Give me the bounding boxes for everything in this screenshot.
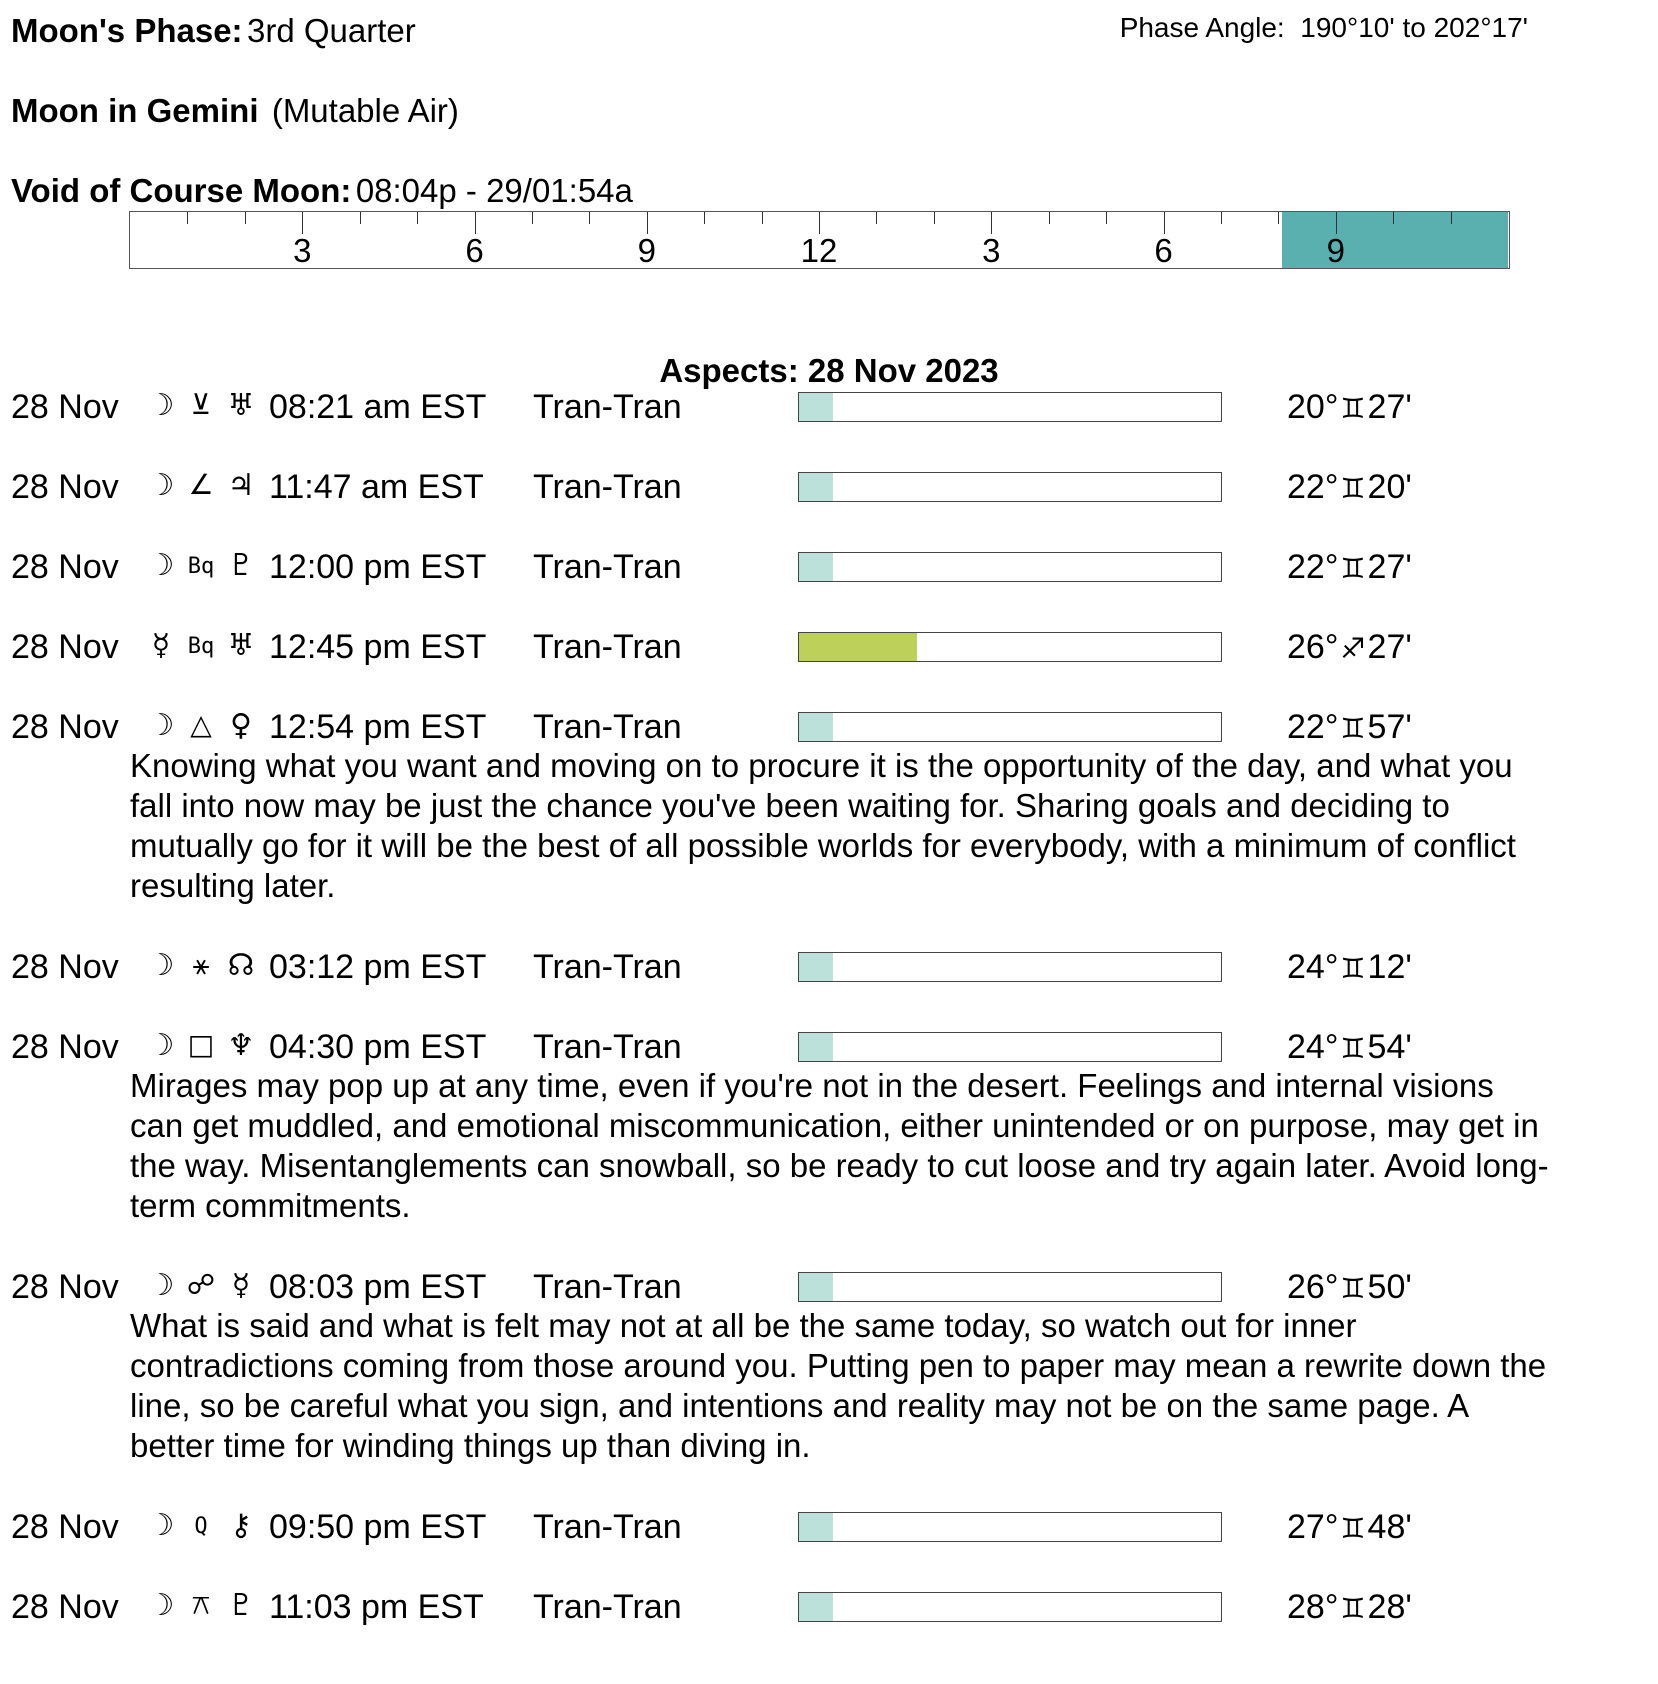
position-minute: 28' [1367, 1588, 1412, 1626]
zodiac-sign-icon: ♊ [1340, 952, 1366, 985]
timeline-hour-label: 12 [800, 232, 838, 269]
aspect-type: Tran-Tran [533, 548, 682, 586]
aspect-type: Tran-Tran [533, 948, 682, 986]
timeline-tick [1221, 212, 1222, 224]
moon-phase-value: 3rd Quarter [247, 12, 416, 49]
timeline-tick [1336, 212, 1337, 234]
aspect-strength-fill [799, 393, 833, 421]
aspect-strength-fill [799, 713, 833, 741]
timeline-hour-label: 6 [465, 232, 484, 269]
zodiac-sign-icon: ♊ [1340, 1512, 1366, 1545]
aspect-position [1287, 548, 1412, 587]
timeline-tick [991, 212, 992, 234]
moon-phase-label: Moon's Phase: [11, 12, 243, 49]
aspect-date: 28 Nov [11, 628, 119, 666]
moon-sign-row [11, 92, 459, 130]
neptune-icon: ♆ [227, 1028, 255, 1063]
timeline-tick [1278, 212, 1279, 224]
zodiac-sign-icon: ♊ [1340, 712, 1366, 745]
zodiac-sign-icon: ♊ [1340, 1272, 1366, 1305]
jupiter-icon: ♃ [227, 468, 255, 503]
timeline-tick [417, 212, 418, 224]
trine-icon: △ [190, 708, 212, 741]
timeline-tick [1049, 212, 1050, 224]
moon-icon: ☽ [147, 948, 175, 983]
position-degree: 26° [1287, 1268, 1339, 1306]
moon-icon: ☽ [147, 468, 175, 503]
timeline-hour-label: 6 [1154, 232, 1173, 269]
aspect-position [1287, 468, 1412, 507]
aspect-date: 28 Nov [11, 708, 119, 746]
aspect-date: 28 Nov [11, 1588, 119, 1626]
aspect-date: 28 Nov [11, 1508, 119, 1546]
zodiac-sign-icon: ♊ [1340, 1032, 1366, 1065]
timeline-hour-label: 3 [982, 232, 1001, 269]
position-minute: 57' [1367, 708, 1412, 746]
quincunx-icon: ⚻ [191, 1588, 211, 1621]
aspect-date: 28 Nov [11, 468, 119, 506]
aspect-time: 08:03 pm EST [269, 1268, 487, 1306]
zodiac-sign-icon: ♊ [1340, 472, 1366, 505]
pluto-icon: ♇ [227, 548, 255, 583]
quintile-icon: Q [194, 1514, 208, 1539]
aspect-strength-bar [798, 1272, 1222, 1302]
aspect-position [1287, 388, 1412, 427]
timeline-tick [532, 212, 533, 224]
position-minute: 50' [1367, 1268, 1412, 1306]
timeline-tick [762, 212, 763, 224]
aspect-type: Tran-Tran [533, 1588, 682, 1626]
position-minute: 27' [1367, 388, 1412, 426]
position-degree: 27° [1287, 1508, 1339, 1546]
aspect-strength-fill [799, 473, 833, 501]
aspect-strength-bar [798, 552, 1222, 582]
timeline-tick [360, 212, 361, 224]
aspect-date: 28 Nov [11, 1028, 119, 1066]
aspect-date: 28 Nov [11, 948, 119, 986]
uranus-icon: ♅ [227, 628, 255, 663]
position-degree: 20° [1287, 388, 1339, 426]
zodiac-sign-icon: ♊ [1340, 392, 1366, 425]
timeline-tick [187, 212, 188, 224]
aspect-strength-bar [798, 1512, 1222, 1542]
aspect-position [1287, 628, 1412, 667]
aspect-strength-bar [798, 1032, 1222, 1062]
void-of-course-fill [1282, 212, 1508, 268]
square-icon: □ [187, 1028, 215, 1061]
uranus-icon: ♅ [227, 388, 255, 423]
aspect-date: 28 Nov [11, 548, 119, 586]
mercury-icon: ☿ [231, 1268, 251, 1303]
sextile-icon: ⚹ [192, 948, 210, 981]
void-of-course-row [11, 172, 633, 210]
timeline-tick [302, 212, 303, 234]
aspect-type: Tran-Tran [533, 388, 682, 426]
moon-icon: ☽ [147, 1508, 175, 1543]
position-minute: 20' [1367, 468, 1412, 506]
aspect-position [1287, 708, 1412, 747]
biquintile-icon: Bq [187, 634, 215, 659]
timeline-hour-label: 9 [1326, 232, 1345, 269]
timeline-tick [934, 212, 935, 224]
zodiac-sign-icon: ♊ [1340, 552, 1366, 585]
position-degree: 22° [1287, 708, 1339, 746]
moon-phase-row [11, 12, 416, 50]
aspect-time: 09:50 pm EST [269, 1508, 487, 1546]
zodiac-sign-icon: ♊ [1340, 1592, 1366, 1625]
phase-angle-value: 190°10' to 202°17' [1300, 12, 1528, 43]
position-minute: 48' [1367, 1508, 1412, 1546]
mercury-icon: ☿ [151, 628, 171, 663]
moon-icon: ☽ [147, 1028, 175, 1063]
position-degree: 22° [1287, 468, 1339, 506]
aspect-position [1287, 1028, 1412, 1067]
venus-icon: ♀ [230, 708, 252, 743]
void-of-course-timeline [129, 211, 1510, 269]
position-minute: 54' [1367, 1028, 1412, 1066]
position-minute: 27' [1367, 548, 1412, 586]
aspect-time: 04:30 pm EST [269, 1028, 487, 1066]
position-degree: 24° [1287, 1028, 1339, 1066]
position-degree: 26° [1287, 628, 1339, 666]
aspect-strength-bar [798, 952, 1222, 982]
timeline-hour-label: 3 [293, 232, 312, 269]
aspect-strength-fill [799, 1593, 833, 1621]
aspect-date: 28 Nov [11, 388, 119, 426]
moon-sign-label: Moon in Gemini [11, 92, 259, 129]
aspect-type: Tran-Tran [533, 468, 682, 506]
aspect-type: Tran-Tran [533, 628, 682, 666]
timeline-tick [1451, 212, 1452, 224]
aspect-strength-bar [798, 632, 1222, 662]
aspect-type: Tran-Tran [533, 1268, 682, 1306]
aspect-time: 12:54 pm EST [269, 708, 487, 746]
aspect-time: 11:47 am EST [269, 468, 484, 506]
biquintile-icon: Bq [187, 554, 215, 579]
aspect-date: 28 Nov [11, 1268, 119, 1306]
aspect-position [1287, 948, 1412, 987]
aspect-time: 12:45 pm EST [269, 628, 487, 666]
opposition-icon: ☍ [186, 1268, 216, 1301]
aspect-position [1287, 1508, 1412, 1547]
position-degree: 28° [1287, 1588, 1339, 1626]
aspect-strength-fill [799, 1033, 833, 1061]
position-minute: 27' [1367, 628, 1412, 666]
moon-icon: ☽ [147, 708, 175, 743]
timeline-tick [589, 212, 590, 224]
aspect-time: 08:21 am EST [269, 388, 487, 426]
aspect-time: 12:00 pm EST [269, 548, 487, 586]
phase-angle-label: Phase Angle: [1119, 12, 1285, 43]
moon-icon: ☽ [147, 1588, 175, 1623]
timeline-tick [1106, 212, 1107, 224]
chiron-icon: ⚷ [230, 1508, 252, 1543]
timeline-tick [876, 212, 877, 224]
aspect-time: 11:03 pm EST [269, 1588, 484, 1626]
void-of-course-value: 08:04p - 29/01:54a [355, 172, 633, 209]
moon-icon: ☽ [147, 388, 175, 423]
aspect-type: Tran-Tran [533, 1508, 682, 1546]
aspect-time: 03:12 pm EST [269, 948, 487, 986]
aspect-strength-fill [799, 633, 917, 661]
timeline-tick [647, 212, 648, 234]
pluto-icon: ♇ [227, 1588, 255, 1623]
aspect-type: Tran-Tran [533, 708, 682, 746]
timeline-tick [1164, 212, 1165, 234]
timeline-tick [1393, 212, 1394, 224]
moon-icon: ☽ [147, 548, 175, 583]
aspects-title: Aspects: 28 Nov 2023 [659, 352, 999, 389]
aspect-description: What is said and what is felt may not at all be the same today, so watch out for inner contradictions coming from those around you. Putting pen to paper may mean a rewrite down the line, so be careful what you sign, and intentions and reality may not be on the same page. A better time for winding things up than diving in. [130, 1307, 1547, 1464]
aspect-description: Mirages may pop up at any time, even if you're not in the desert. Feelings and internal visions can get muddled, and emotional miscommunication, either unintended or on purpose, may get in the way. Misentanglements can snowball, so be ready to cut loose and try again later. Avoid long-term commitments. [130, 1067, 1549, 1224]
timeline-tick [245, 212, 246, 224]
moon-sign-element: (Mutable Air) [271, 92, 459, 129]
timeline-tick [704, 212, 705, 224]
north-node-icon: ☊ [227, 948, 255, 983]
aspect-position [1287, 1588, 1412, 1627]
moon-icon: ☽ [147, 1268, 175, 1303]
aspect-strength-bar [798, 472, 1222, 502]
aspect-strength-fill [799, 553, 833, 581]
aspect-strength-bar [798, 392, 1222, 422]
aspect-strength-fill [799, 1273, 833, 1301]
aspect-strength-bar [798, 712, 1222, 742]
position-degree: 22° [1287, 548, 1339, 586]
aspect-strength-fill [799, 953, 833, 981]
aspect-strength-bar [798, 1592, 1222, 1622]
timeline-hour-label: 9 [637, 232, 656, 269]
aspect-strength-fill [799, 1513, 833, 1541]
aspect-description: Knowing what you want and moving on to procure it is the opportunity of the day, and what you fall into now may be just the chance you've been waiting for. Sharing goals and deciding to mutually go for it will be the best of all possible worlds for everybody, with a minimum of conflict resulting later. [130, 747, 1516, 904]
semisquare-icon: ∠ [188, 468, 214, 501]
position-degree: 24° [1287, 948, 1339, 986]
timeline-tick [819, 212, 820, 234]
zodiac-sign-icon: ♐ [1340, 632, 1366, 665]
position-minute: 12' [1367, 948, 1412, 986]
semisextile-icon: ⊻ [190, 388, 212, 421]
aspect-position [1287, 1268, 1412, 1307]
phase-angle [1120, 12, 1528, 44]
timeline-tick [475, 212, 476, 234]
void-of-course-label: Void of Course Moon: [11, 172, 352, 209]
aspect-type: Tran-Tran [533, 1028, 682, 1066]
